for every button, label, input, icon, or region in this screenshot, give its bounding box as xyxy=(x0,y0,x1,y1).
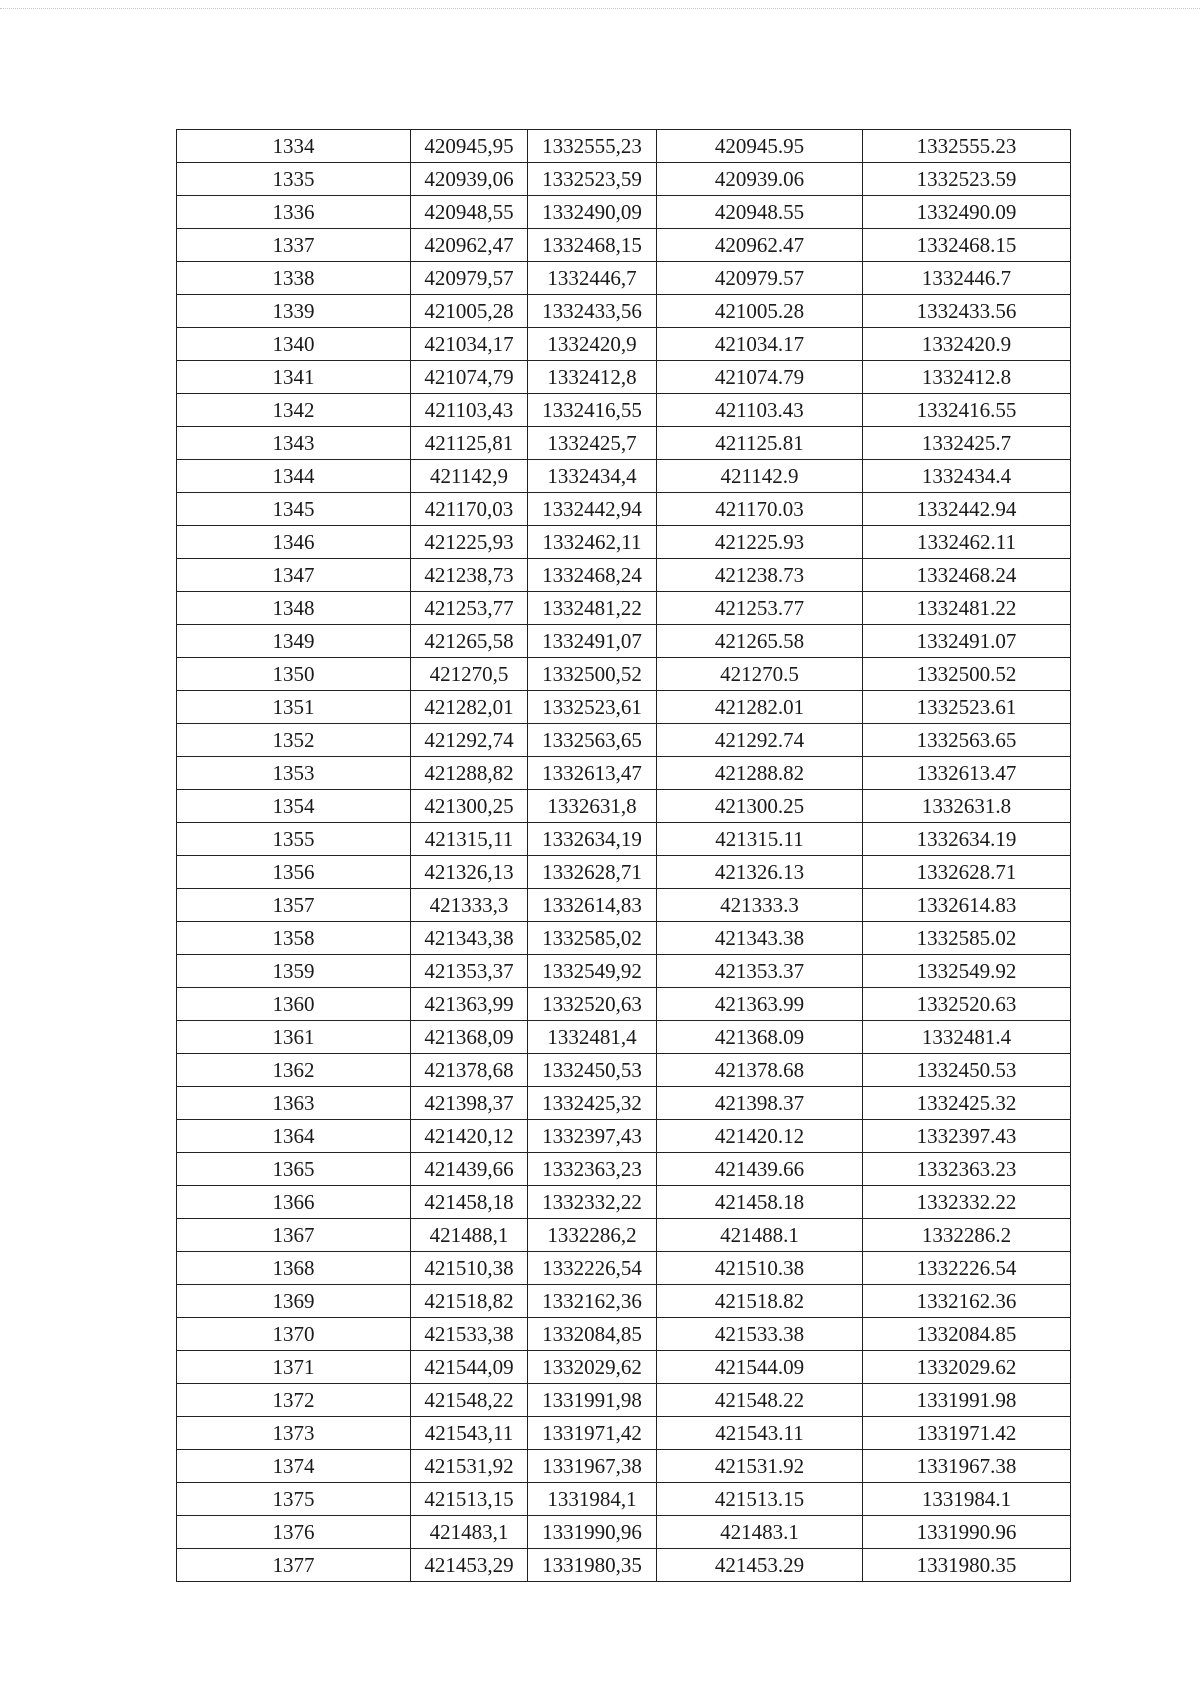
x-dot-cell: 421544.09 xyxy=(657,1351,863,1384)
x-comma-cell: 421420,12 xyxy=(411,1120,528,1153)
point-number-cell: 1347 xyxy=(177,559,411,592)
y-dot-cell: 1332286.2 xyxy=(863,1219,1071,1252)
y-comma-cell: 1331990,96 xyxy=(528,1516,657,1549)
x-comma-cell: 421533,38 xyxy=(411,1318,528,1351)
y-comma-cell: 1332628,71 xyxy=(528,856,657,889)
y-dot-cell: 1331991.98 xyxy=(863,1384,1071,1417)
y-dot-cell: 1331990.96 xyxy=(863,1516,1071,1549)
y-comma-cell: 1332226,54 xyxy=(528,1252,657,1285)
y-comma-cell: 1332491,07 xyxy=(528,625,657,658)
y-dot-cell: 1332425.32 xyxy=(863,1087,1071,1120)
coordinates-table-body xyxy=(177,130,1071,1582)
y-comma-cell: 1332481,22 xyxy=(528,592,657,625)
point-number-cell: 1361 xyxy=(177,1021,411,1054)
x-dot-cell: 421518.82 xyxy=(657,1285,863,1318)
y-comma-cell: 1332332,22 xyxy=(528,1186,657,1219)
x-dot-cell: 421488.1 xyxy=(657,1219,863,1252)
table-row xyxy=(177,1054,1071,1087)
table-row xyxy=(177,163,1071,196)
y-comma-cell: 1332433,56 xyxy=(528,295,657,328)
x-comma-cell: 421282,01 xyxy=(411,691,528,724)
y-dot-cell: 1332468.24 xyxy=(863,559,1071,592)
y-dot-cell: 1332412.8 xyxy=(863,361,1071,394)
y-comma-cell: 1332446,7 xyxy=(528,262,657,295)
x-dot-cell: 421074.79 xyxy=(657,361,863,394)
y-comma-cell: 1332425,7 xyxy=(528,427,657,460)
table-row xyxy=(177,988,1071,1021)
table-row xyxy=(177,658,1071,691)
x-comma-cell: 421453,29 xyxy=(411,1549,528,1582)
y-dot-cell: 1332585.02 xyxy=(863,922,1071,955)
y-comma-cell: 1332585,02 xyxy=(528,922,657,955)
point-number-cell: 1374 xyxy=(177,1450,411,1483)
point-number-cell: 1334 xyxy=(177,130,411,163)
y-dot-cell: 1332446.7 xyxy=(863,262,1071,295)
y-comma-cell: 1332468,24 xyxy=(528,559,657,592)
table-row xyxy=(177,1351,1071,1384)
table-row xyxy=(177,262,1071,295)
x-dot-cell: 421300.25 xyxy=(657,790,863,823)
y-comma-cell: 1332416,55 xyxy=(528,394,657,427)
y-comma-cell: 1332468,15 xyxy=(528,229,657,262)
x-dot-cell: 421125.81 xyxy=(657,427,863,460)
x-comma-cell: 421238,73 xyxy=(411,559,528,592)
y-dot-cell: 1332029.62 xyxy=(863,1351,1071,1384)
point-number-cell: 1359 xyxy=(177,955,411,988)
x-comma-cell: 421288,82 xyxy=(411,757,528,790)
table-row xyxy=(177,691,1071,724)
x-dot-cell: 421292.74 xyxy=(657,724,863,757)
table-row xyxy=(177,856,1071,889)
y-comma-cell: 1332029,62 xyxy=(528,1351,657,1384)
y-comma-cell: 1332614,83 xyxy=(528,889,657,922)
y-dot-cell: 1332563.65 xyxy=(863,724,1071,757)
table-row xyxy=(177,1021,1071,1054)
y-comma-cell: 1332520,63 xyxy=(528,988,657,1021)
point-number-cell: 1345 xyxy=(177,493,411,526)
x-dot-cell: 421533.38 xyxy=(657,1318,863,1351)
x-comma-cell: 421458,18 xyxy=(411,1186,528,1219)
point-number-cell: 1354 xyxy=(177,790,411,823)
point-number-cell: 1355 xyxy=(177,823,411,856)
point-number-cell: 1367 xyxy=(177,1219,411,1252)
x-comma-cell: 421270,5 xyxy=(411,658,528,691)
x-dot-cell: 421253.77 xyxy=(657,592,863,625)
y-dot-cell: 1331980.35 xyxy=(863,1549,1071,1582)
point-number-cell: 1336 xyxy=(177,196,411,229)
y-comma-cell: 1332442,94 xyxy=(528,493,657,526)
table-row xyxy=(177,592,1071,625)
x-dot-cell: 421458.18 xyxy=(657,1186,863,1219)
x-dot-cell: 421378.68 xyxy=(657,1054,863,1087)
y-dot-cell: 1332462.11 xyxy=(863,526,1071,559)
x-comma-cell: 421368,09 xyxy=(411,1021,528,1054)
table-row xyxy=(177,130,1071,163)
y-comma-cell: 1332162,36 xyxy=(528,1285,657,1318)
point-number-cell: 1348 xyxy=(177,592,411,625)
table-row xyxy=(177,1384,1071,1417)
point-number-cell: 1368 xyxy=(177,1252,411,1285)
x-dot-cell: 420948.55 xyxy=(657,196,863,229)
y-dot-cell: 1331967.38 xyxy=(863,1450,1071,1483)
x-comma-cell: 420962,47 xyxy=(411,229,528,262)
point-number-cell: 1339 xyxy=(177,295,411,328)
point-number-cell: 1356 xyxy=(177,856,411,889)
y-dot-cell: 1332490.09 xyxy=(863,196,1071,229)
y-dot-cell: 1332555.23 xyxy=(863,130,1071,163)
x-dot-cell: 420945.95 xyxy=(657,130,863,163)
table-row xyxy=(177,1483,1071,1516)
y-dot-cell: 1332434.4 xyxy=(863,460,1071,493)
x-dot-cell: 421265.58 xyxy=(657,625,863,658)
table-row xyxy=(177,1087,1071,1120)
x-comma-cell: 421483,1 xyxy=(411,1516,528,1549)
x-dot-cell: 421420.12 xyxy=(657,1120,863,1153)
document-page xyxy=(176,129,1070,1582)
x-comma-cell: 421518,82 xyxy=(411,1285,528,1318)
y-comma-cell: 1332084,85 xyxy=(528,1318,657,1351)
x-dot-cell: 421333.3 xyxy=(657,889,863,922)
x-comma-cell: 421265,58 xyxy=(411,625,528,658)
point-number-cell: 1353 xyxy=(177,757,411,790)
point-number-cell: 1357 xyxy=(177,889,411,922)
x-comma-cell: 420948,55 xyxy=(411,196,528,229)
x-comma-cell: 421531,92 xyxy=(411,1450,528,1483)
point-number-cell: 1358 xyxy=(177,922,411,955)
y-comma-cell: 1332523,61 xyxy=(528,691,657,724)
table-row xyxy=(177,1153,1071,1186)
y-dot-cell: 1332425.7 xyxy=(863,427,1071,460)
y-dot-cell: 1332523.59 xyxy=(863,163,1071,196)
y-dot-cell: 1332442.94 xyxy=(863,493,1071,526)
x-comma-cell: 421300,25 xyxy=(411,790,528,823)
y-dot-cell: 1332491.07 xyxy=(863,625,1071,658)
y-comma-cell: 1332500,52 xyxy=(528,658,657,691)
y-dot-cell: 1332450.53 xyxy=(863,1054,1071,1087)
y-comma-cell: 1332490,09 xyxy=(528,196,657,229)
y-comma-cell: 1331980,35 xyxy=(528,1549,657,1582)
x-dot-cell: 421353.37 xyxy=(657,955,863,988)
x-comma-cell: 421170,03 xyxy=(411,493,528,526)
y-dot-cell: 1332433.56 xyxy=(863,295,1071,328)
point-number-cell: 1337 xyxy=(177,229,411,262)
y-dot-cell: 1332523.61 xyxy=(863,691,1071,724)
coordinates-table xyxy=(176,129,1071,1582)
x-dot-cell: 421315.11 xyxy=(657,823,863,856)
table-row xyxy=(177,196,1071,229)
x-comma-cell: 421142,9 xyxy=(411,460,528,493)
x-comma-cell: 420979,57 xyxy=(411,262,528,295)
table-row xyxy=(177,1549,1071,1582)
table-row xyxy=(177,295,1071,328)
table-row xyxy=(177,625,1071,658)
y-dot-cell: 1332481.22 xyxy=(863,592,1071,625)
y-comma-cell: 1332563,65 xyxy=(528,724,657,757)
y-comma-cell: 1331971,42 xyxy=(528,1417,657,1450)
point-number-cell: 1344 xyxy=(177,460,411,493)
y-dot-cell: 1332613.47 xyxy=(863,757,1071,790)
point-number-cell: 1350 xyxy=(177,658,411,691)
table-row xyxy=(177,889,1071,922)
point-number-cell: 1370 xyxy=(177,1318,411,1351)
table-row xyxy=(177,757,1071,790)
table-row xyxy=(177,1186,1071,1219)
point-number-cell: 1366 xyxy=(177,1186,411,1219)
x-comma-cell: 421548,22 xyxy=(411,1384,528,1417)
y-comma-cell: 1332634,19 xyxy=(528,823,657,856)
x-dot-cell: 421543.11 xyxy=(657,1417,863,1450)
x-dot-cell: 421225.93 xyxy=(657,526,863,559)
y-dot-cell: 1332416.55 xyxy=(863,394,1071,427)
x-dot-cell: 421343.38 xyxy=(657,922,863,955)
table-row xyxy=(177,493,1071,526)
x-comma-cell: 421034,17 xyxy=(411,328,528,361)
x-dot-cell: 421238.73 xyxy=(657,559,863,592)
y-comma-cell: 1332613,47 xyxy=(528,757,657,790)
x-comma-cell: 421439,66 xyxy=(411,1153,528,1186)
x-comma-cell: 421225,93 xyxy=(411,526,528,559)
page-top-edge xyxy=(0,8,1200,9)
x-comma-cell: 421074,79 xyxy=(411,361,528,394)
point-number-cell: 1371 xyxy=(177,1351,411,1384)
table-row xyxy=(177,1516,1071,1549)
x-comma-cell: 421513,15 xyxy=(411,1483,528,1516)
x-dot-cell: 421005.28 xyxy=(657,295,863,328)
x-comma-cell: 421353,37 xyxy=(411,955,528,988)
y-comma-cell: 1332434,4 xyxy=(528,460,657,493)
x-dot-cell: 421398.37 xyxy=(657,1087,863,1120)
table-row xyxy=(177,229,1071,262)
table-row xyxy=(177,1450,1071,1483)
x-dot-cell: 421326.13 xyxy=(657,856,863,889)
y-dot-cell: 1332226.54 xyxy=(863,1252,1071,1285)
x-dot-cell: 421142.9 xyxy=(657,460,863,493)
point-number-cell: 1349 xyxy=(177,625,411,658)
x-dot-cell: 420979.57 xyxy=(657,262,863,295)
table-row xyxy=(177,427,1071,460)
y-comma-cell: 1331991,98 xyxy=(528,1384,657,1417)
y-comma-cell: 1332523,59 xyxy=(528,163,657,196)
y-dot-cell: 1332332.22 xyxy=(863,1186,1071,1219)
y-comma-cell: 1332286,2 xyxy=(528,1219,657,1252)
x-comma-cell: 421125,81 xyxy=(411,427,528,460)
y-comma-cell: 1332412,8 xyxy=(528,361,657,394)
point-number-cell: 1343 xyxy=(177,427,411,460)
y-dot-cell: 1331971.42 xyxy=(863,1417,1071,1450)
y-dot-cell: 1332634.19 xyxy=(863,823,1071,856)
table-row xyxy=(177,790,1071,823)
y-comma-cell: 1331967,38 xyxy=(528,1450,657,1483)
x-comma-cell: 421543,11 xyxy=(411,1417,528,1450)
point-number-cell: 1360 xyxy=(177,988,411,1021)
table-row xyxy=(177,328,1071,361)
x-dot-cell: 421531.92 xyxy=(657,1450,863,1483)
x-dot-cell: 420962.47 xyxy=(657,229,863,262)
y-comma-cell: 1332462,11 xyxy=(528,526,657,559)
y-dot-cell: 1332481.4 xyxy=(863,1021,1071,1054)
table-row xyxy=(177,823,1071,856)
y-dot-cell: 1332397.43 xyxy=(863,1120,1071,1153)
x-dot-cell: 421103.43 xyxy=(657,394,863,427)
y-comma-cell: 1332397,43 xyxy=(528,1120,657,1153)
y-dot-cell: 1332084.85 xyxy=(863,1318,1071,1351)
point-number-cell: 1338 xyxy=(177,262,411,295)
x-dot-cell: 421510.38 xyxy=(657,1252,863,1285)
table-row xyxy=(177,361,1071,394)
x-comma-cell: 421343,38 xyxy=(411,922,528,955)
table-row xyxy=(177,955,1071,988)
point-number-cell: 1335 xyxy=(177,163,411,196)
x-dot-cell: 421368.09 xyxy=(657,1021,863,1054)
y-comma-cell: 1332555,23 xyxy=(528,130,657,163)
x-comma-cell: 421333,3 xyxy=(411,889,528,922)
y-comma-cell: 1332631,8 xyxy=(528,790,657,823)
y-dot-cell: 1332468.15 xyxy=(863,229,1071,262)
x-comma-cell: 421398,37 xyxy=(411,1087,528,1120)
x-comma-cell: 421005,28 xyxy=(411,295,528,328)
y-comma-cell: 1332450,53 xyxy=(528,1054,657,1087)
table-row xyxy=(177,724,1071,757)
x-comma-cell: 421292,74 xyxy=(411,724,528,757)
x-dot-cell: 421034.17 xyxy=(657,328,863,361)
point-number-cell: 1362 xyxy=(177,1054,411,1087)
point-number-cell: 1372 xyxy=(177,1384,411,1417)
point-number-cell: 1363 xyxy=(177,1087,411,1120)
y-comma-cell: 1331984,1 xyxy=(528,1483,657,1516)
point-number-cell: 1346 xyxy=(177,526,411,559)
y-dot-cell: 1331984.1 xyxy=(863,1483,1071,1516)
y-dot-cell: 1332363.23 xyxy=(863,1153,1071,1186)
y-comma-cell: 1332420,9 xyxy=(528,328,657,361)
x-dot-cell: 421363.99 xyxy=(657,988,863,1021)
y-comma-cell: 1332549,92 xyxy=(528,955,657,988)
point-number-cell: 1377 xyxy=(177,1549,411,1582)
point-number-cell: 1369 xyxy=(177,1285,411,1318)
x-dot-cell: 421282.01 xyxy=(657,691,863,724)
table-row xyxy=(177,394,1071,427)
x-dot-cell: 421170.03 xyxy=(657,493,863,526)
x-comma-cell: 421253,77 xyxy=(411,592,528,625)
x-comma-cell: 420945,95 xyxy=(411,130,528,163)
table-row xyxy=(177,1417,1071,1450)
x-comma-cell: 421326,13 xyxy=(411,856,528,889)
x-dot-cell: 421439.66 xyxy=(657,1153,863,1186)
x-comma-cell: 421315,11 xyxy=(411,823,528,856)
table-row xyxy=(177,559,1071,592)
table-row xyxy=(177,460,1071,493)
y-dot-cell: 1332500.52 xyxy=(863,658,1071,691)
x-comma-cell: 421363,99 xyxy=(411,988,528,1021)
y-dot-cell: 1332420.9 xyxy=(863,328,1071,361)
x-dot-cell: 421453.29 xyxy=(657,1549,863,1582)
point-number-cell: 1365 xyxy=(177,1153,411,1186)
y-comma-cell: 1332363,23 xyxy=(528,1153,657,1186)
point-number-cell: 1352 xyxy=(177,724,411,757)
x-dot-cell: 421548.22 xyxy=(657,1384,863,1417)
point-number-cell: 1373 xyxy=(177,1417,411,1450)
y-dot-cell: 1332162.36 xyxy=(863,1285,1071,1318)
y-dot-cell: 1332614.83 xyxy=(863,889,1071,922)
table-row xyxy=(177,1120,1071,1153)
y-comma-cell: 1332481,4 xyxy=(528,1021,657,1054)
x-comma-cell: 421544,09 xyxy=(411,1351,528,1384)
point-number-cell: 1341 xyxy=(177,361,411,394)
x-dot-cell: 421270.5 xyxy=(657,658,863,691)
table-row xyxy=(177,1219,1071,1252)
table-row xyxy=(177,526,1071,559)
x-dot-cell: 421513.15 xyxy=(657,1483,863,1516)
point-number-cell: 1375 xyxy=(177,1483,411,1516)
y-dot-cell: 1332631.8 xyxy=(863,790,1071,823)
point-number-cell: 1342 xyxy=(177,394,411,427)
table-row xyxy=(177,1252,1071,1285)
table-row xyxy=(177,1285,1071,1318)
table-row xyxy=(177,1318,1071,1351)
y-dot-cell: 1332520.63 xyxy=(863,988,1071,1021)
y-dot-cell: 1332549.92 xyxy=(863,955,1071,988)
x-dot-cell: 420939.06 xyxy=(657,163,863,196)
point-number-cell: 1340 xyxy=(177,328,411,361)
point-number-cell: 1351 xyxy=(177,691,411,724)
table-row xyxy=(177,922,1071,955)
point-number-cell: 1364 xyxy=(177,1120,411,1153)
x-comma-cell: 421510,38 xyxy=(411,1252,528,1285)
point-number-cell: 1376 xyxy=(177,1516,411,1549)
x-comma-cell: 420939,06 xyxy=(411,163,528,196)
y-comma-cell: 1332425,32 xyxy=(528,1087,657,1120)
x-comma-cell: 421103,43 xyxy=(411,394,528,427)
y-dot-cell: 1332628.71 xyxy=(863,856,1071,889)
x-comma-cell: 421378,68 xyxy=(411,1054,528,1087)
x-comma-cell: 421488,1 xyxy=(411,1219,528,1252)
x-dot-cell: 421483.1 xyxy=(657,1516,863,1549)
x-dot-cell: 421288.82 xyxy=(657,757,863,790)
